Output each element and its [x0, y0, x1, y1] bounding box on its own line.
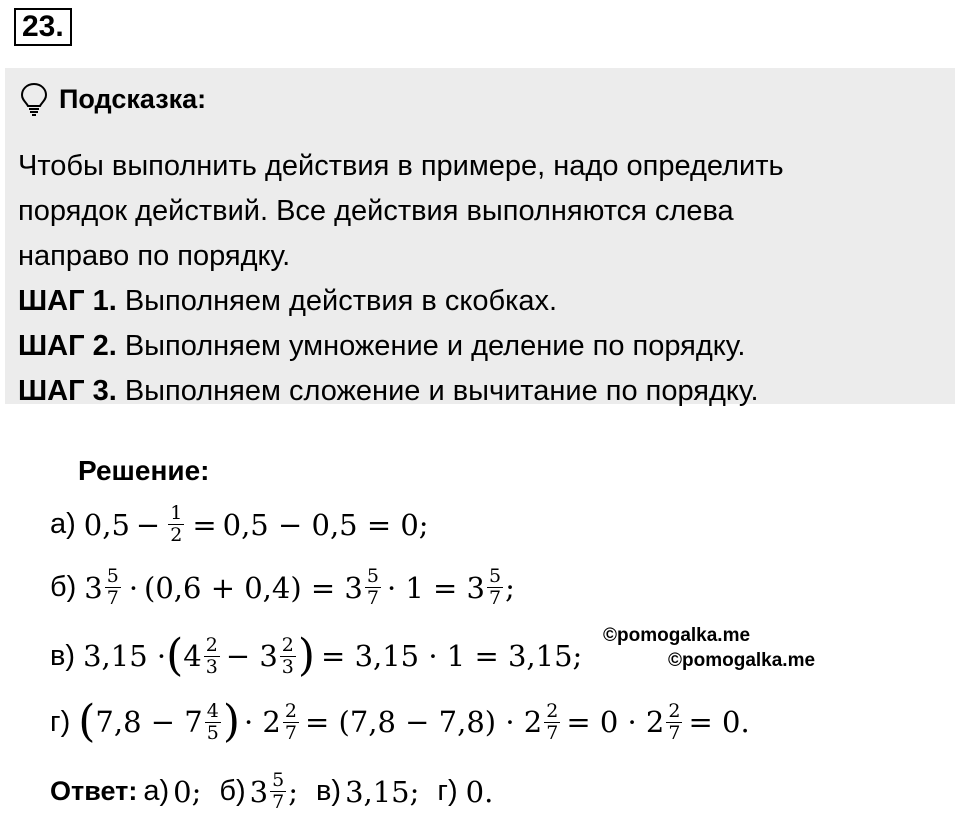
fraction: $\frac{5}{7}$	[106, 565, 119, 609]
row-label: б)	[50, 571, 77, 603]
hint-step	[18, 279, 938, 324]
fraction: $\frac{4}{5}$	[206, 699, 219, 744]
expr: 0,5 − 0,5 = 0;	[222, 507, 429, 542]
hint-title: Подсказка:	[59, 83, 207, 114]
fraction: $\frac{2}{7}$	[668, 699, 681, 744]
solution-row-b: б) 3 $\frac{5}{7}$ · (0,6 + 0,4) = 3 $\frac{5}{7}$ · 1 = 3 $\frac{5}{7}$ ;	[50, 565, 515, 609]
solution-row-g: г) ( 7,8 − 7 $\frac{4}{5}$ ) · 2 $\frac{2}{7}$ = (7,8 − 7,8) · 2 $\frac{2}{7}$ = 0 · 2 $\frac{2}{7}$ = 0.	[50, 696, 750, 747]
solution-row-a: а) 0,5 − $\frac{1}{2}$ = 0,5 − 0,5 = 0;	[50, 502, 429, 546]
row-label: а)	[50, 508, 76, 540]
hint-step	[18, 324, 938, 369]
step-label: ШАГ 1.	[18, 285, 117, 317]
answer-label: Ответ:	[50, 776, 138, 806]
step-text: Выполняем умножение и деление по порядку.	[116, 330, 746, 362]
row-label: в)	[50, 639, 76, 672]
fraction: $\frac{2}{7}$	[284, 699, 297, 744]
hint-line: Чтобы выполнить действия в примере, надо определить	[18, 150, 784, 182]
hint-line: порядок действий. Все действия выполняются слева	[18, 195, 734, 227]
lightbulb-icon	[19, 82, 49, 116]
step-label: ШАГ 3.	[18, 375, 117, 407]
fraction: $\frac{5}{7}$	[489, 565, 502, 609]
fraction: $\frac{2}{3}$	[205, 633, 218, 678]
solution-title: Решение:	[78, 455, 210, 486]
watermark: ©pomogalka.me	[603, 625, 751, 646]
step-label: ШАГ 2.	[18, 330, 117, 362]
hint-body	[18, 144, 938, 414]
fraction: $\frac{5}{7}$	[272, 769, 285, 813]
watermark: ©pomogalka.me	[668, 650, 816, 671]
step-text: Выполняем сложение и вычитание по порядку.	[116, 375, 759, 407]
hint-panel	[5, 68, 955, 407]
fraction: $\frac{1}{2}$	[170, 502, 183, 546]
hint-step	[18, 369, 938, 414]
expr: 0,5	[83, 507, 130, 542]
fraction: $\frac{5}{7}$	[366, 565, 379, 609]
step-text: Выполняем действия в скобках.	[116, 285, 558, 317]
fraction: $\frac{2}{7}$	[546, 699, 559, 744]
row-label: г)	[50, 705, 71, 738]
hint-header	[19, 82, 206, 116]
hint-line: направо по порядку.	[18, 240, 291, 272]
solution-row-v: в) 3,15 · ( 4 $\frac{2}{3}$ − 3 $\frac{2}{3}$ ) = 3,15 · 1 = 3,15;	[50, 630, 583, 681]
fraction: $\frac{2}{3}$	[281, 633, 294, 678]
answer-row: Ответ: а) 0; б) 3 $\frac{5}{7}$ ; в) 3,15; г) 0.	[50, 769, 494, 813]
task-number: 23.	[14, 8, 72, 46]
